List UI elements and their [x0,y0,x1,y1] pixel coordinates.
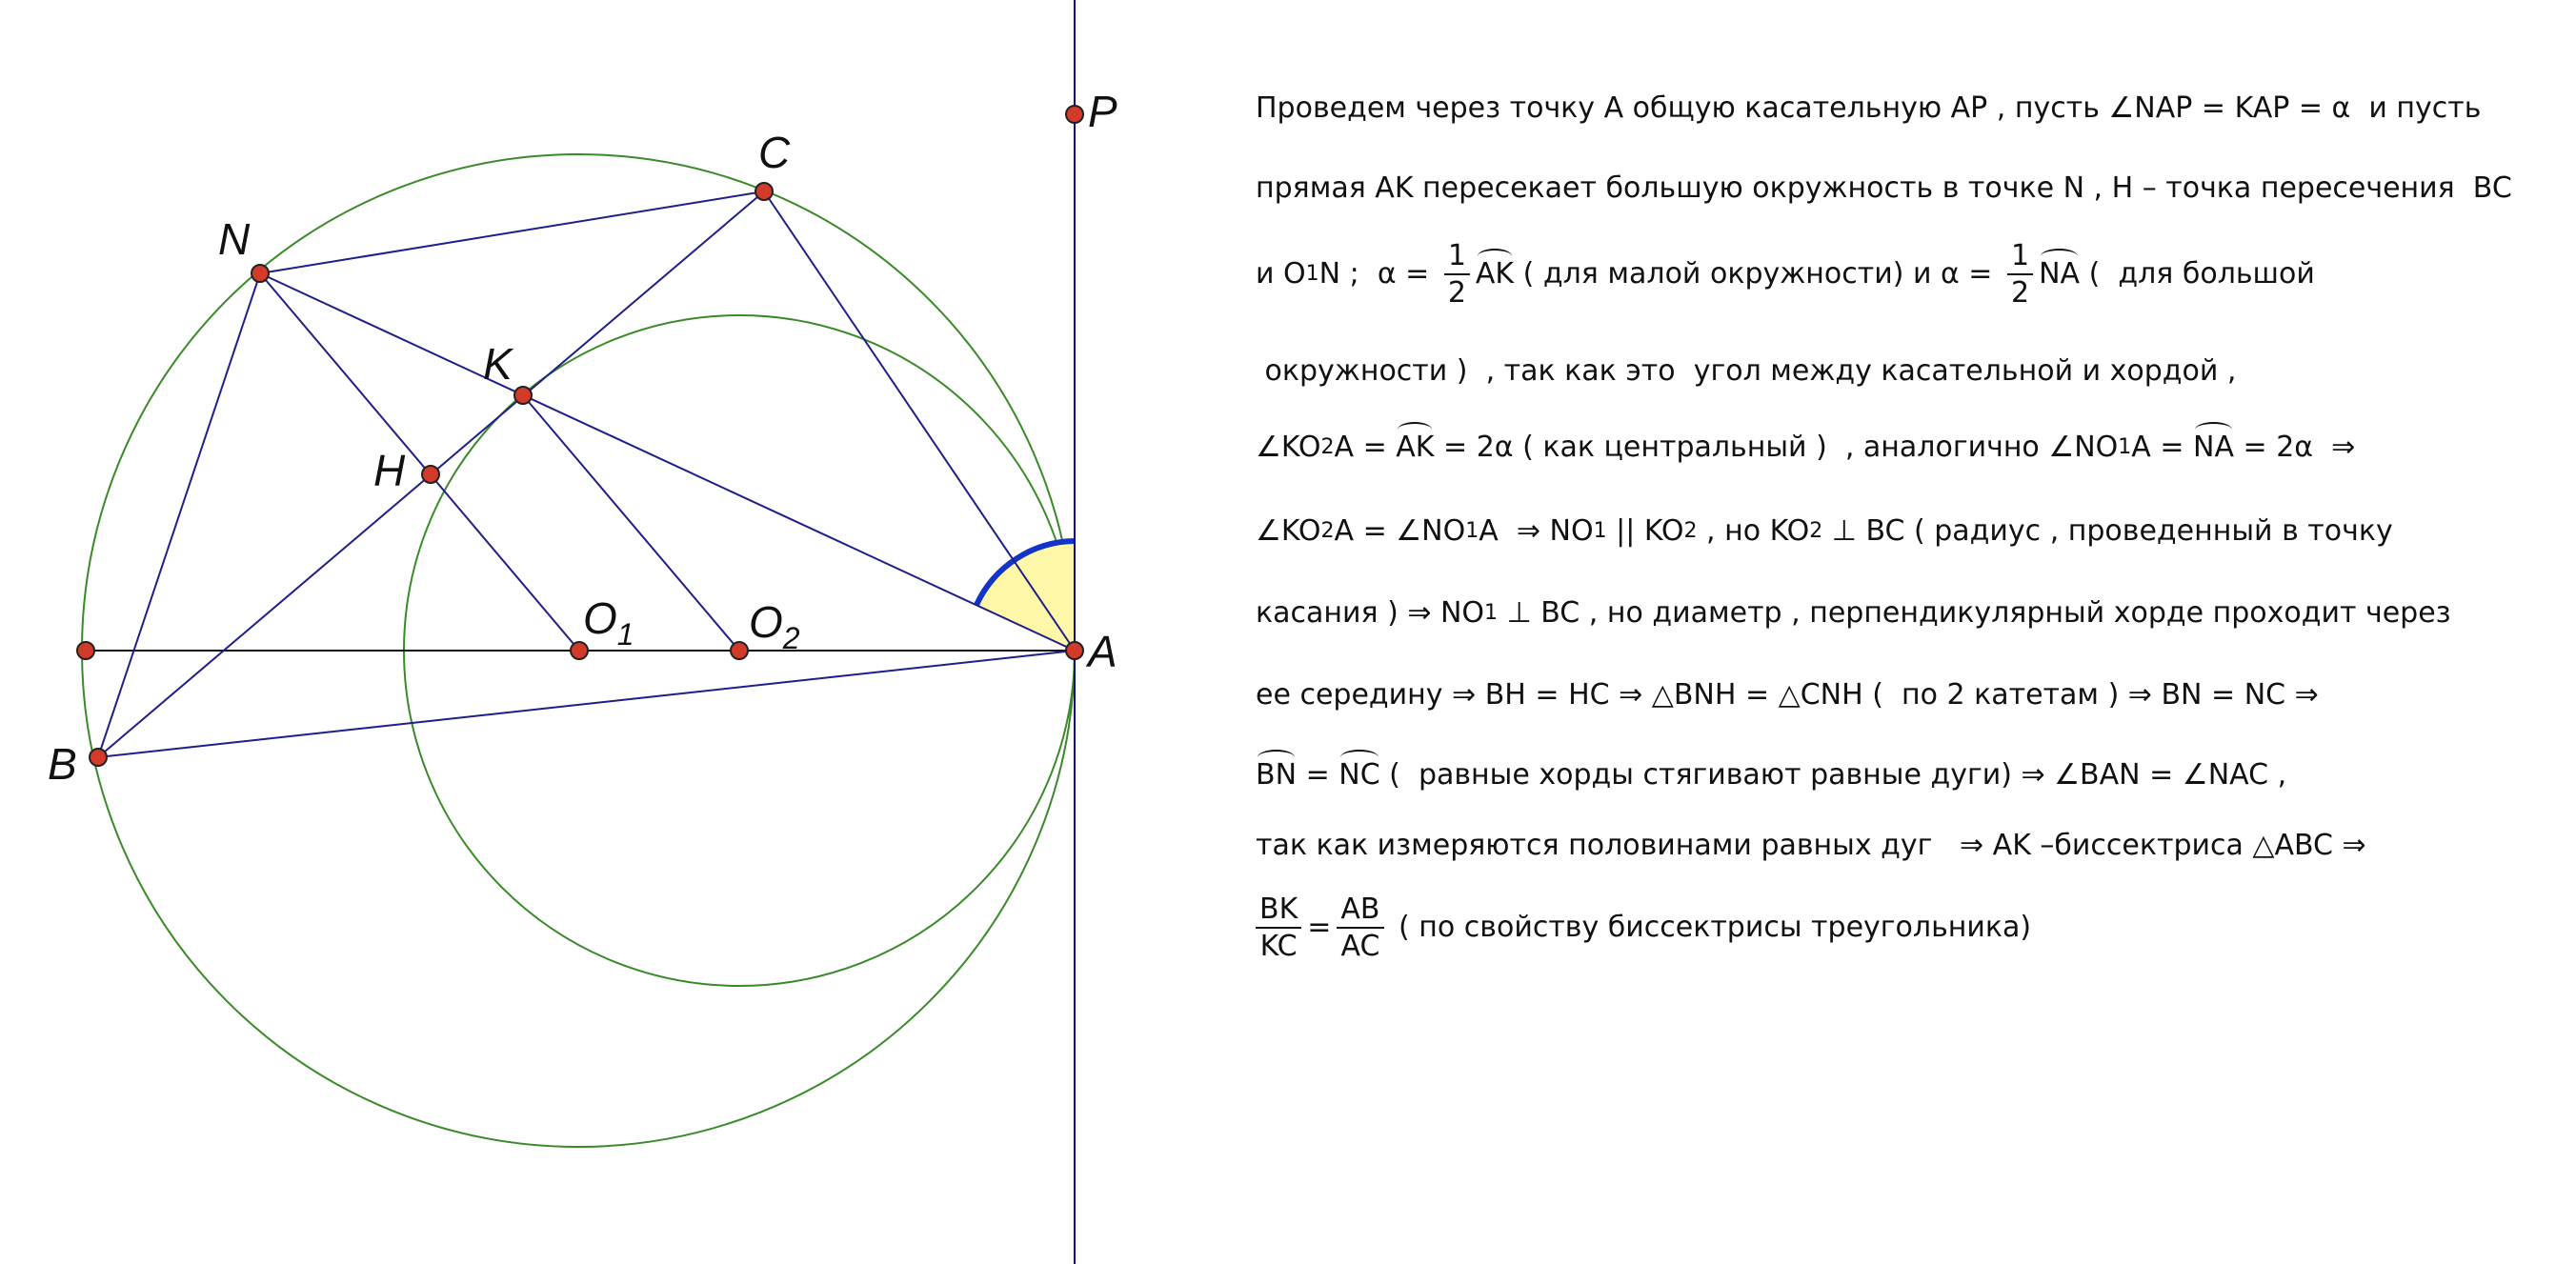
proof-line-5: ∠KO 2 A = AK = 2α ( как центральный ) , аналогично ∠NO 1 A = NA = 2α ⇒ [1256,431,2356,464]
segment-CA [764,191,1075,651]
segment-NO1 [260,273,579,651]
proof-line-1: Проведем через точку A общую касательную AP , пусть ∠NAP = KAP = α и пусть [1256,91,2482,125]
proof-line-4: окружности ) , так как это угол между касательной и хордой , [1256,354,2237,388]
label-K: K [483,339,513,389]
arc-NC: NC [1338,758,1380,792]
proof-line-2: прямая AK пересекает большую окружность в точке N , H – точка пересечения BC [1256,171,2512,205]
proof-line-11: $\frac{BK}{KC}$ = $\frac{AB}{AC}$ ( по свойству биссектрисы треугольника) [1256,893,2031,962]
segment-KO2 [523,395,739,651]
point-C [755,183,773,200]
arc-NA-2: NA [2193,431,2234,464]
point-diameter-end [77,642,94,659]
segment-NC [260,191,764,273]
proof-line-8: ее середину ⇒ BH = HC ⇒ △BNH = △CNH ( по 2 катетам ) ⇒ BN = NC ⇒ [1256,678,2319,712]
segment-BA [98,651,1075,757]
label-C: C [758,128,791,177]
fraction-AB-AC: $\frac{AB}{AC}$ [1337,893,1383,962]
fraction-BK-KC: $\frac{BK}{KC}$ [1256,893,1301,962]
label-H: H [373,446,406,495]
geometry-figure [0,0,1238,1264]
point-N [252,265,269,282]
point-A [1066,642,1083,659]
point-H [422,466,439,483]
point-O1 [571,642,588,659]
label-O1: $O_1$ [583,593,634,652]
label-B: B [48,739,77,789]
proof-line-10: так как измеряются половинами равных дуг ⇒ AK –биссектриса △ABC ⇒ [1256,829,2366,862]
point-P [1066,106,1083,123]
arc-NA: NA [2039,257,2081,291]
point-O2 [731,642,748,659]
l3-a: и O [1256,257,1306,291]
arc-AK-2: AK [1396,431,1435,464]
arc-AK: AK [1475,257,1515,291]
label-N: N [218,214,251,264]
l3-sub: 1 [1305,261,1319,286]
fraction-half-2: $\frac{1}{2}$ [2007,240,2033,309]
label-A: A [1088,627,1117,676]
angle-fill [976,541,1075,651]
l3-g: ( для большой [2080,257,2315,291]
point-K [514,387,532,404]
l3-e: ( для малой окружности) и α = [1514,257,2002,291]
label-P: P [1088,87,1117,136]
point-B [90,749,107,766]
label-O2: $O_2$ [749,597,800,655]
proof-line-9: BN = NC ( равные хорды стягивают равные дуги) ⇒ ∠BAN = ∠NAC , [1256,758,2287,792]
arc-BN: BN [1256,758,1298,792]
proof-line-6: ∠KO 2 A = ∠NO 1 A ⇒ NO 1 || KO 2 , но KO 2 ⊥ BC ( радиус , проведенный в точку [1256,514,2393,548]
fraction-half-1: $\frac{1}{2}$ [1444,240,1470,309]
l3-c: N ; α = [1318,257,1439,291]
proof-line-7: касания ) ⇒ NO 1 ⊥ BC , но диаметр , перпендикулярный хорде проходит через [1256,596,2451,630]
segment-NB [98,273,260,757]
proof-line-3 [1256,240,2315,309]
